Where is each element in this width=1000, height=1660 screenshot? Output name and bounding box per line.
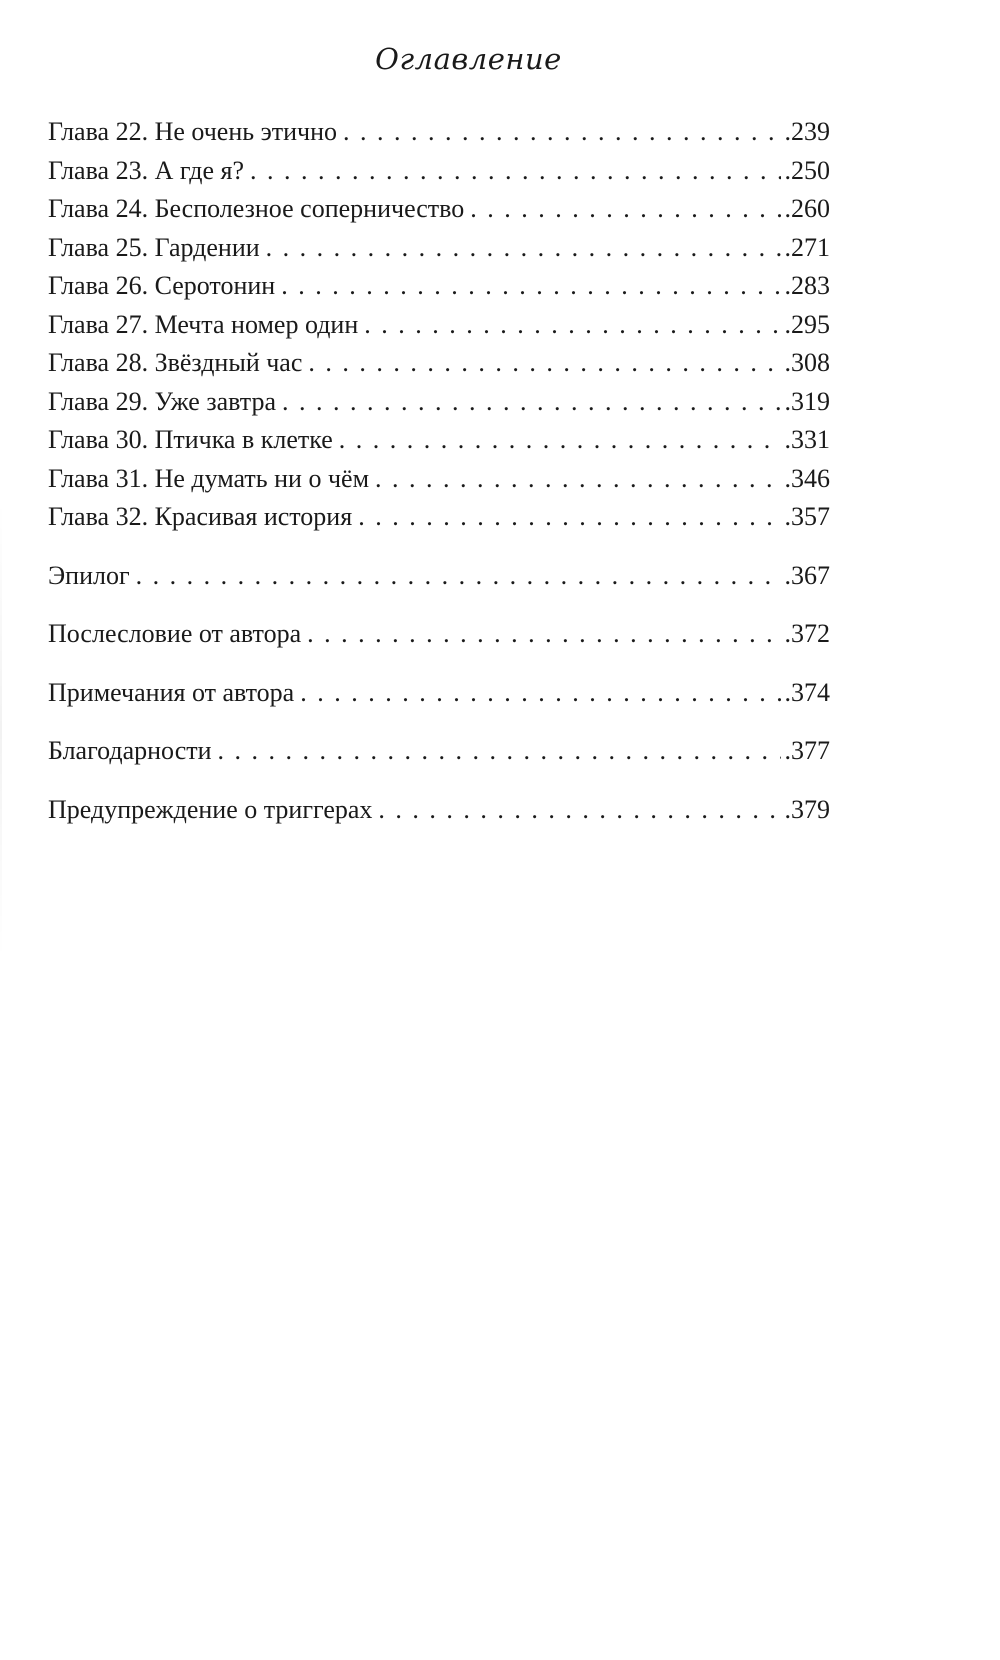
dot-leader xyxy=(339,421,781,460)
toc-entry xyxy=(48,557,830,596)
toc-entry-page: .367 xyxy=(784,560,830,590)
table-of-contents xyxy=(48,113,830,829)
toc-entry-label: Глава 31. Не думать ни о чём xyxy=(48,463,370,493)
dot-leader xyxy=(343,113,780,152)
toc-entry-label: Глава 32. Красивая история xyxy=(48,502,353,531)
dot-leader xyxy=(282,383,780,422)
toc-entry-page: .374 xyxy=(784,677,830,707)
toc-entry-label: Глава 22. Не очень этично xyxy=(48,117,338,146)
dot-leader xyxy=(358,498,780,537)
toc-entry-page: .357 xyxy=(784,502,830,531)
toc-entry xyxy=(48,421,830,460)
toc-entry xyxy=(48,152,830,191)
toc-entry xyxy=(48,229,830,268)
dot-leader xyxy=(218,732,781,771)
dot-leader xyxy=(378,791,780,830)
dot-leader xyxy=(308,344,780,383)
dot-leader xyxy=(136,557,781,596)
toc-entry-label: Глава 27. Мечта номер один xyxy=(48,309,359,339)
toc-entry-label: Глава 29. Уже завтра xyxy=(48,386,277,416)
toc-entry-label: Глава 25. Гардении xyxy=(48,232,260,262)
toc-entry-page: .379 xyxy=(784,794,830,824)
toc-entry-label: Послесловие от автора xyxy=(48,619,302,648)
toc-entry-label: Примечания от автора xyxy=(48,677,295,707)
toc-entry xyxy=(48,267,830,306)
dot-leader xyxy=(375,460,780,499)
toc-entry xyxy=(48,190,830,229)
dot-leader xyxy=(364,306,780,345)
toc-entry xyxy=(48,674,830,713)
toc-entry-page: .346 xyxy=(784,463,830,493)
toc-entry-page: .283 xyxy=(784,271,830,300)
dot-leader xyxy=(470,190,780,229)
toc-entry xyxy=(48,306,830,345)
scan-edge-shadow xyxy=(0,500,2,960)
page-title: Оглавление xyxy=(375,42,562,76)
toc-entry-page: .260 xyxy=(784,194,830,223)
toc-entry-page: .372 xyxy=(784,619,830,648)
toc-entry-label: Глава 26. Серотонин xyxy=(48,271,276,300)
toc-entry xyxy=(48,460,830,499)
toc-entry-label: Эпилог xyxy=(48,560,130,590)
toc-entry xyxy=(48,791,830,830)
toc-entry-label: Предупреждение о триггерах xyxy=(48,794,373,824)
toc-entry xyxy=(48,113,830,152)
toc-entry-label: Глава 23. А где я? xyxy=(48,155,244,185)
toc-entry-label: Благодарности xyxy=(48,736,212,765)
toc-entry xyxy=(48,615,830,654)
toc-entry-page: .377 xyxy=(784,736,830,765)
dot-leader xyxy=(250,152,781,191)
toc-entry xyxy=(48,344,830,383)
toc-entry-label: Глава 30. Птичка в клетке xyxy=(48,425,333,454)
toc-entry-page: .331 xyxy=(784,425,830,454)
toc-entry xyxy=(48,732,830,771)
toc-entry-page: .308 xyxy=(784,348,830,377)
toc-entry-page: .319 xyxy=(784,386,830,416)
toc-entry xyxy=(48,498,830,537)
toc-entry-page: .250 xyxy=(784,155,830,185)
dot-leader xyxy=(281,267,780,306)
dot-leader xyxy=(266,229,781,268)
toc-entry-label: Глава 24. Бесполезное соперничество xyxy=(48,194,465,223)
toc-entry-page: .271 xyxy=(784,232,830,262)
toc-entry-page: .295 xyxy=(784,309,830,339)
toc-entry-label: Глава 28. Звёздный час xyxy=(48,348,303,377)
dot-leader xyxy=(300,674,780,713)
toc-entry-page: .239 xyxy=(784,117,830,146)
dot-leader xyxy=(307,615,780,654)
toc-entry xyxy=(48,383,830,422)
